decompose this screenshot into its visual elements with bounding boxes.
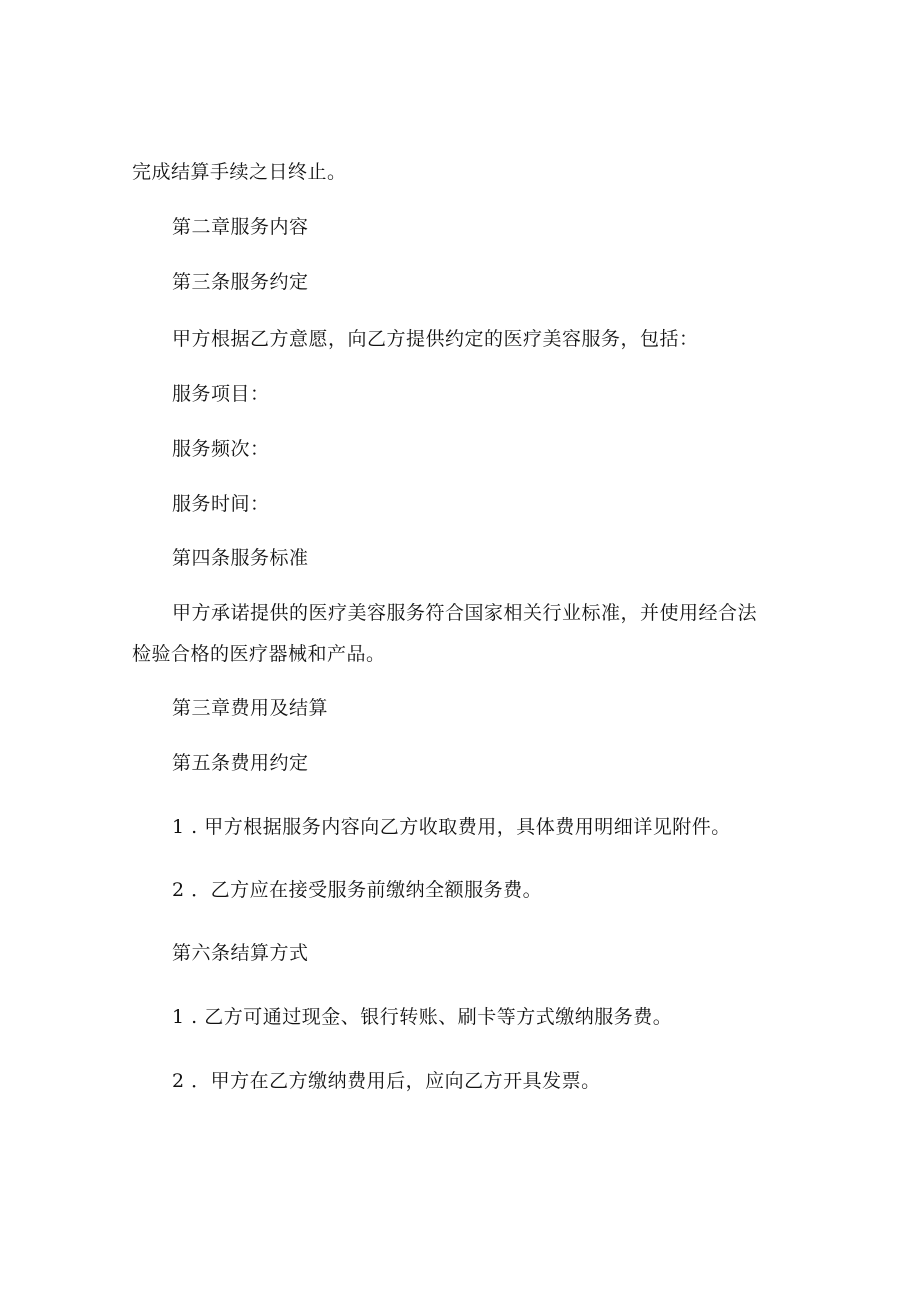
article-heading-4: 第四条服务标准 [172,547,309,569]
chapter-heading-3: 第三章费用及结算 [172,697,329,719]
list-item-payment-1: 1 . 乙方可通过现金、银行转账、刷卡等方式缴纳服务费。 [172,1006,673,1028]
list-item-fee-2: 2 ．乙方应在接受服务前缴纳全额服务费。 [172,879,543,901]
paragraph-continuation: 完成结算手续之日终止。 [132,161,347,183]
paragraph-service-agreement: 甲方根据乙方意愿，向乙方提供约定的医疗美容服务，包括： [172,328,699,350]
list-item-fee-1: 1 . 甲方根据服务内容向乙方收取费用，具体费用明细详见附件。 [172,816,731,838]
article-heading-6: 第六条结算方式 [172,942,309,964]
list-item-payment-2: 2 ．甲方在乙方缴纳费用后，应向乙方开具发票。 [172,1070,601,1092]
article-heading-3: 第三条服务约定 [172,271,309,293]
article-heading-5: 第五条费用约定 [172,752,309,774]
paragraph-service-standard-line2: 检验合格的医疗器械和产品。 [132,643,386,665]
field-service-frequency: 服务频次： [172,438,270,460]
field-service-item: 服务项目： [172,383,270,405]
chapter-heading-2: 第二章服务内容 [172,216,309,238]
paragraph-service-standard-line1: 甲方承诺提供的医疗美容服务符合国家相关行业标准，并使用经合法 [172,602,758,624]
field-service-time: 服务时间： [172,493,270,515]
